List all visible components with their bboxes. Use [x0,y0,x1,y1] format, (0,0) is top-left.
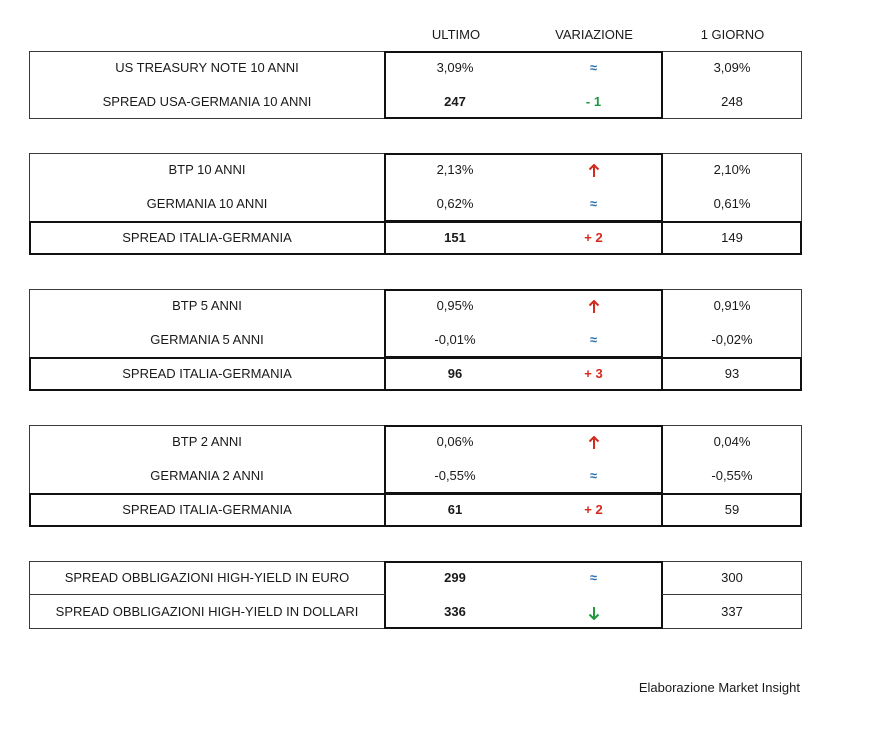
table-row [29,85,802,119]
table-row [29,187,802,221]
approx-icon: ≈ [589,60,598,75]
row-1-giorno: 0,04% [713,434,751,449]
row-ultimo: 336 [444,604,466,619]
table-row [29,51,802,85]
table-row [29,459,802,493]
row-1-giorno: 337 [721,604,743,619]
approx-icon: ≈ [589,570,598,585]
row-label: SPREAD OBBLIGAZIONI HIGH-YIELD IN EURO [64,570,350,585]
row-label: GERMANIA 2 ANNI [150,468,264,483]
row-label: BTP 10 ANNI [168,162,246,177]
row-label: GERMANIA 10 ANNI [146,196,268,211]
row-ultimo: 96 [447,366,463,381]
group-btp-10 [29,153,802,255]
row-ultimo: 0,95% [436,298,474,313]
table-row [29,289,802,323]
table-row [29,153,802,187]
row-label: SPREAD OBBLIGAZIONI HIGH-YIELD IN DOLLARI [55,604,359,619]
table-row [29,425,802,459]
row-ultimo: 299 [444,570,466,585]
table-row [29,357,802,391]
row-1-giorno: -0,55% [711,468,753,483]
table-row [29,595,802,629]
footer-credit: Elaborazione Market Insight [638,680,800,695]
row-1-giorno: 2,10% [713,162,751,177]
row-variazione: + 2 [584,502,603,517]
row-ultimo: 0,62% [436,196,474,211]
row-1-giorno: 3,09% [713,60,751,75]
row-ultimo: 3,09% [436,60,474,75]
row-label: US TREASURY NOTE 10 ANNI [115,60,299,75]
group-btp-2 [29,425,802,527]
arrow-up-icon [525,153,662,187]
row-variazione: - 1 [585,94,602,109]
row-label: BTP 5 ANNI [172,298,242,313]
header-variazione: VARIAZIONE [555,27,633,42]
group-btp-5 [29,289,802,391]
row-ultimo: -0,01% [434,332,476,347]
table-row [29,323,802,357]
arrow-up-icon [525,425,662,459]
group-high-yield [29,561,802,629]
header-ultimo: ULTIMO [431,27,481,42]
approx-icon: ≈ [589,196,598,211]
row-label: SPREAD ITALIA-GERMANIA [122,502,292,517]
row-label: GERMANIA 5 ANNI [150,332,264,347]
row-ultimo: 151 [444,230,466,245]
row-label: BTP 2 ANNI [172,434,242,449]
table-row [29,221,802,255]
row-1-giorno: -0,02% [711,332,753,347]
row-1-giorno: 149 [721,230,743,245]
row-1-giorno: 248 [721,94,743,109]
arrow-down-icon [525,595,662,629]
row-ultimo: 2,13% [436,162,474,177]
row-label: SPREAD ITALIA-GERMANIA [122,230,292,245]
table-row [29,561,802,595]
row-1-giorno: 300 [721,570,743,585]
row-variazione: + 3 [584,366,603,381]
row-ultimo: 61 [447,502,463,517]
table-row [29,493,802,527]
row-1-giorno: 59 [724,502,740,517]
arrow-up-icon [525,289,662,323]
row-ultimo: -0,55% [434,468,476,483]
approx-icon: ≈ [589,332,598,347]
row-ultimo: 247 [444,94,466,109]
approx-icon: ≈ [589,468,598,483]
row-ultimo: 0,06% [436,434,474,449]
row-1-giorno: 93 [724,366,740,381]
row-label: SPREAD ITALIA-GERMANIA [122,366,292,381]
header-1-giorno: 1 GIORNO [700,27,765,42]
row-variazione: + 2 [584,230,603,245]
row-1-giorno: 0,61% [713,196,751,211]
row-label: SPREAD USA-GERMANIA 10 ANNI [102,94,312,109]
row-1-giorno: 0,91% [713,298,751,313]
group-usa [29,51,802,119]
